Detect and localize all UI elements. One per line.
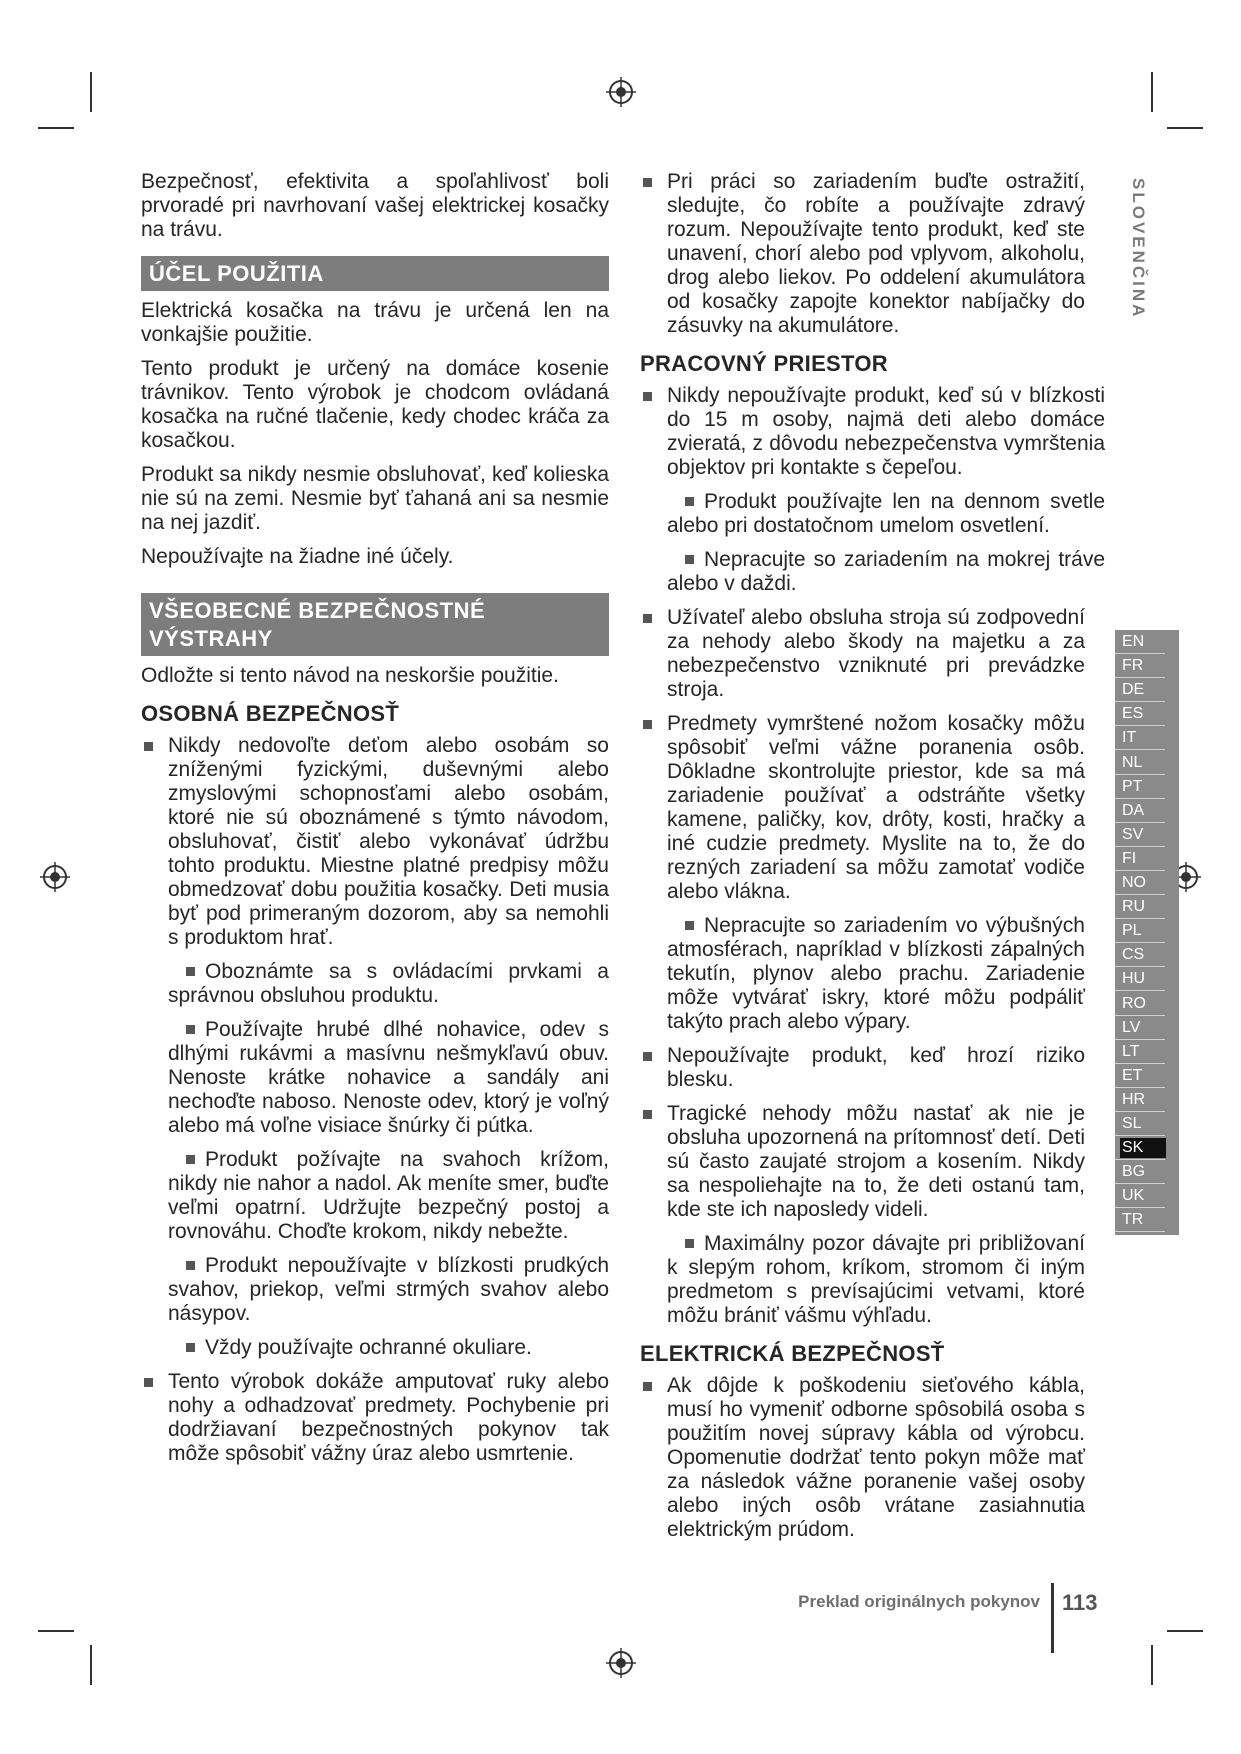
right-column [640, 170, 1105, 1552]
subheading-work-area: PRACOVNÝ PRIESTOR [640, 351, 888, 376]
language-divider [1115, 798, 1165, 799]
language-divider [1115, 1111, 1165, 1112]
bullet-square-icon [643, 614, 652, 623]
language-tab-uk: UK [1122, 1187, 1145, 1204]
list-item: Vždy používajte ochranné okuliare. [141, 1336, 609, 1360]
language-tab-sk: SK [1120, 1138, 1166, 1158]
crop-mark [1151, 72, 1153, 112]
language-divider [1115, 1039, 1165, 1040]
section-heading-usage: ÚČEL POUŽITIA [141, 256, 609, 291]
list-item: Tento výrobok dokáže amputovať ruky alebo nohy a odhadzovať predmety. Pochybenie pri dodržiavaní bezpečnostných pokynov tak môže spôsobiť vážny úraz alebo usmrtenie. [141, 1370, 609, 1466]
paragraph: Nepoužívajte na žiadne iné účely. [141, 545, 454, 568]
bullet-square-icon [186, 1343, 195, 1352]
language-divider [1115, 1159, 1165, 1160]
crop-mark [90, 72, 92, 112]
language-divider [1115, 774, 1165, 775]
language-divider [1115, 1087, 1165, 1088]
paragraph: Odložte si tento návod na neskoršie použitie. [141, 664, 559, 687]
crop-mark [1151, 1645, 1153, 1685]
list-item: Ak dôjde k poškodeniu sieťového kábla, musí ho vymeniť odborne spôsobilá osoba s použitím novej súpravy kábla od výrobcu. Opomenutie dodržať tento pokyn môže mať za následok vážne poranenie vašej osoby alebo iných osôb vrátane zasiahnutia elektrickým prúdom. [640, 1374, 1105, 1542]
list-item: Predmety vymrštené nožom kosačky môžu spôsobiť veľmi vážne poranenia osôb. Dôkladne skontrolujte priestor, kde sa má zariadenie používať a odstráňte všetky kamene, paličky, kov, drôty, kosti, hračky a iné cudzie predmety. Myslite na to, že do rezných zariadení sa môžu zamotať vodiče alebo vlákna. [640, 712, 1105, 904]
list-item: Užívateľ alebo obsluha stroja sú zodpovední za nehody alebo škody na majetku a za nebezpečenstvo vzniknuté pri prevádzke stroja. [640, 606, 1105, 702]
language-divider [1115, 1135, 1165, 1136]
crop-mark [1167, 127, 1203, 129]
personal-safety-list [141, 734, 609, 1466]
subheading-personal-safety: OSOBNÁ BEZPEČNOSŤ [141, 701, 400, 726]
side-language-label: SLOVENČINA [1129, 178, 1148, 320]
list-item: Tragické nehody môžu nastať ak nie je obsluha upozornená na prítomnosť detí. Deti sú často zaujaté strojom a kosením. Nikdy sa nespoliehajte na to, že deti ostanú tam, kde ste ich naposledy videli. [640, 1102, 1105, 1222]
language-divider [1115, 894, 1165, 895]
language-divider [1115, 918, 1165, 919]
language-divider [1115, 846, 1165, 847]
language-tab-nl: NL [1122, 754, 1143, 771]
footer-divider [1051, 1583, 1054, 1653]
language-divider [1115, 1015, 1165, 1016]
crop-mark [90, 1645, 92, 1685]
language-divider [1115, 1063, 1165, 1064]
bullet-square-icon [643, 392, 652, 401]
language-divider [1115, 749, 1165, 750]
bullet-square-icon [643, 178, 652, 187]
language-divider [1115, 725, 1165, 726]
bullet-square-icon [643, 1110, 652, 1119]
bullet-square-icon [685, 1239, 694, 1248]
bullet-square-icon [643, 1382, 652, 1391]
bullet-square-icon [685, 921, 694, 930]
registration-mark-icon [606, 77, 636, 107]
bullet-square-icon [144, 1378, 153, 1387]
crop-mark [38, 127, 74, 129]
language-tab-fr: FR [1122, 657, 1144, 674]
list-item: Nikdy nepoužívajte produkt, keď sú v blízkosti do 15 m osoby, najmä deti alebo domáce zvieratá, z dôvodu nebezpečenstva vymrštenia objektov pri kontakte s čepeľou. [640, 384, 1105, 480]
paragraph: Tento produkt je určený na domáce kosenie trávnikov. Tento výrobok je chodcom ovládaná kosačka na ručné tlačenie, kedy chodec kráča za kosačkou. [141, 357, 609, 452]
bullet-square-icon [643, 1052, 652, 1061]
language-tab-hr: HR [1122, 1091, 1146, 1108]
subheading-electrical-safety: ELEKTRICKÁ BEZPEČNOSŤ [640, 1341, 945, 1366]
intro-list [640, 170, 1105, 338]
list-item: Nikdy nedovoľte deťom alebo osobám so zníženými fyzickými, duševnými alebo zmyslovými schopnosťami alebo osobám, ktoré nie sú oboznámené s týmto návodom, obsluhovať, čistiť alebo vykonávať údržbu tohto produktu. Miestne platné predpisy môžu obmedzovať dobu použitia kosačky. Deti musia byť pod primeraným dozorom, aby sa nemohli s produktom hrať. [141, 734, 609, 950]
language-divider [1115, 653, 1165, 654]
electrical-safety-list [640, 1374, 1105, 1542]
language-tab-tr: TR [1122, 1211, 1144, 1228]
list-item: Nepracujte so zariadením na mokrej tráve alebo v daždi. [667, 548, 1105, 595]
language-tab-et: ET [1122, 1067, 1143, 1084]
list-item: Používajte hrubé dlhé nohavice, odev s dlhými rukávmi a masívnu nešmykľavú obuv. Nenoste krátke nohavice a sandály ani nechoďte naboso. Nenoste odev, ktorý je voľný alebo má voľne visiace šnúrky či pútka. [168, 1018, 609, 1137]
language-divider [1115, 701, 1165, 702]
language-tab-fi: FI [1122, 850, 1137, 867]
language-divider [1115, 822, 1165, 823]
list-item: Maximálny pozor dávajte pri približovaní k slepým rohom, kríkom, stromom či iným predmetom s prevísajúcimi vetvami, ktoré môžu brániť vášmu výhľadu. [667, 1232, 1085, 1327]
language-tab-sl: SL [1122, 1115, 1142, 1132]
language-tab-it: IT [1122, 729, 1137, 746]
crop-mark [38, 1630, 74, 1632]
language-tab-lv: LV [1122, 1019, 1141, 1036]
paragraph: Produkt sa nikdy nesmie obsluhovať, keď kolieska nie sú na zemi. Nesmie byť ťahaná ani sa nesmie na nej jazdiť. [141, 463, 609, 534]
language-divider [1115, 1207, 1165, 1208]
bullet-square-icon [186, 1025, 195, 1034]
language-tab-pl: PL [1122, 922, 1142, 939]
language-tab-lt: LT [1122, 1043, 1140, 1060]
language-divider [1115, 677, 1165, 678]
section-heading-general-safety: VŠEOBECNÉ BEZPEČNOSTNÉ VÝSTRAHY [141, 593, 609, 656]
language-divider [1115, 966, 1165, 967]
list-item: Produkt používajte len na dennom svetle alebo pri dostatočnom umelom osvetlení. [667, 490, 1105, 537]
list-item: Pri práci so zariadením buďte ostražití, sledujte, čo robíte a používajte zdravý rozum. Nepoužívajte tento produkt, keď ste unavení, chorí alebo pod vplyvom, alkoholu, drog alebo liekov. Po oddelení akumulátora od kosačky zapojte konektor nabíjačky do zásuvky na akumulátore. [640, 170, 1105, 338]
language-tab-ru: RU [1122, 898, 1146, 915]
work-area-list [640, 384, 1105, 1328]
language-divider [1115, 1231, 1165, 1232]
language-tab-hu: HU [1122, 970, 1146, 987]
bullet-square-icon [144, 742, 153, 751]
bullet-square-icon [186, 967, 195, 976]
language-divider [1115, 1183, 1165, 1184]
language-divider [1115, 870, 1165, 871]
language-tab-pt: PT [1122, 778, 1143, 795]
language-tab-da: DA [1122, 802, 1145, 819]
footer-text: Preklad originálnych pokynov [798, 1592, 1040, 1611]
language-divider [1115, 942, 1165, 943]
list-item: Nepracujte so zariadením vo výbušných atmosférach, napríklad v blízkosti zápalných tekutín, plynov alebo prachu. Zariadenie môže vytvárať iskry, ktoré môžu podpáliť takýto prach alebo výpary. [667, 914, 1085, 1033]
crop-mark [1167, 1630, 1203, 1632]
language-tab-ro: RO [1122, 995, 1146, 1012]
list-item: Produkt požívajte na svahoch krížom, nikdy nie nahor a nadol. Ak meníte smer, buďte veľmi opatrní. Udržujte bezpečný postoj a rovnováhu. Choďte krokom, nikdy nebežte. [168, 1148, 609, 1243]
bullet-square-icon [685, 497, 694, 506]
language-tab-cs: CS [1122, 946, 1145, 963]
list-item: Nepoužívajte produkt, keď hrozí riziko blesku. [640, 1044, 1105, 1092]
registration-mark-icon [606, 1648, 636, 1678]
language-tab-no: NO [1122, 874, 1146, 891]
bullet-square-icon [685, 555, 694, 564]
language-tab-de: DE [1122, 681, 1145, 698]
intro-paragraph: Bezpečnosť, efektivita a spoľahlivosť boli prvoradé pri navrhovaní vašej elektrickej kosačky na trávu. [141, 170, 609, 241]
bullet-square-icon [186, 1155, 195, 1164]
registration-mark-icon [40, 862, 70, 892]
language-tab-en: EN [1122, 633, 1145, 650]
bullet-square-icon [186, 1261, 195, 1270]
list-item: Oboznámte sa s ovládacími prvkami a správnou obsluhou produktu. [168, 960, 609, 1007]
paragraph: Elektrická kosačka na trávu je určená len na vonkajšie použitie. [141, 299, 609, 346]
language-tab-sv: SV [1122, 826, 1144, 843]
language-tab-es: ES [1122, 705, 1144, 722]
language-divider [1115, 990, 1165, 991]
left-column [141, 170, 609, 1476]
bullet-square-icon [643, 720, 652, 729]
list-item: Produkt nepoužívajte v blízkosti prudkých svahov, priekop, veľmi strmých svahov alebo násypov. [168, 1254, 609, 1325]
language-tab-bg: BG [1122, 1163, 1146, 1180]
page-number: 113 [1062, 1590, 1098, 1615]
